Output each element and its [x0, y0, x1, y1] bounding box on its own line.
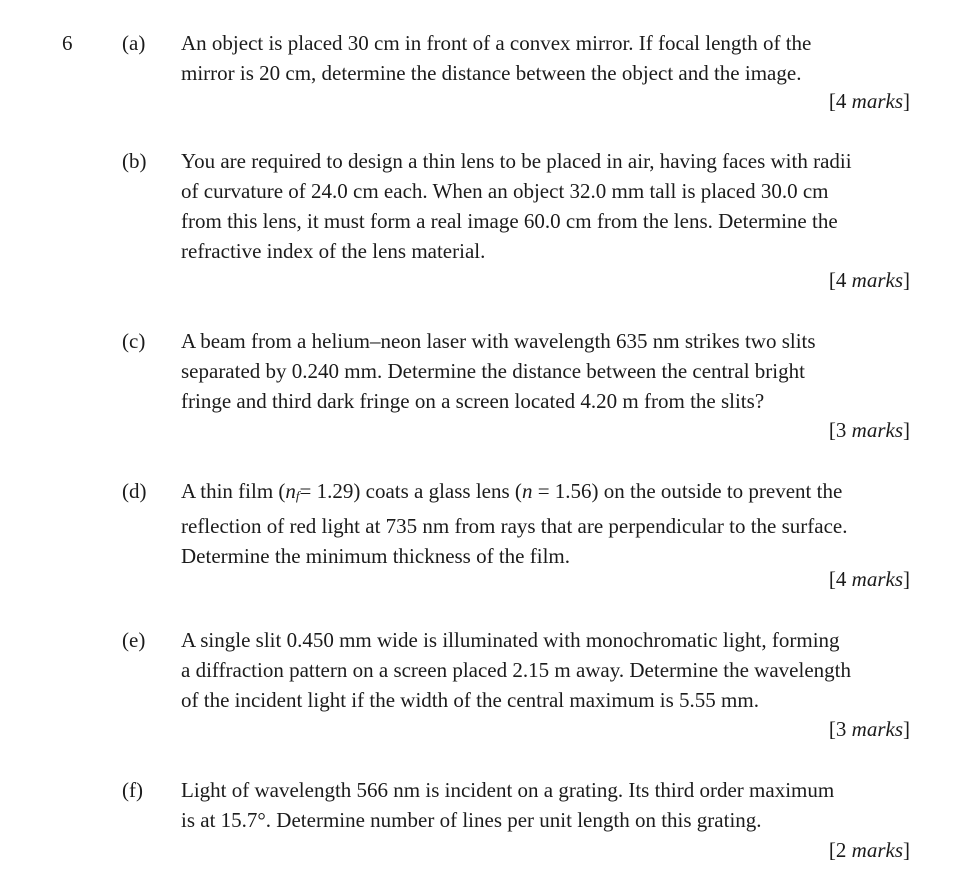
marks-open: [4: [828, 567, 852, 591]
text-line: of curvature of 24.0 cm each. When an object 32.0 mm tall is placed 30.0 cm: [181, 179, 829, 203]
text-line: separated by 0.240 mm. Determine the distance between the central bright: [181, 359, 805, 383]
marks-close: ]: [903, 89, 910, 113]
text-line: A single slit 0.450 mm wide is illuminated with monochromatic light, forming: [181, 628, 840, 652]
marks-word: marks: [851, 268, 903, 292]
text-line: An object is placed 30 cm in front of a convex mirror. If focal length of the: [181, 31, 812, 55]
marks-label: [829, 415, 910, 445]
marks-close: ]: [903, 567, 910, 591]
text-line: Light of wavelength 566 nm is incident on a grating. Its third order maximum: [181, 778, 835, 802]
part-text: [181, 146, 921, 266]
marks-close: ]: [903, 838, 910, 862]
line-segment: A thin film (: [181, 479, 286, 503]
text-line: You are required to design a thin lens to be placed in air, having faces with radii: [181, 149, 852, 173]
marks-open: [4: [828, 89, 852, 113]
part-text: [181, 326, 921, 416]
text-line: refractive index of the lens material.: [181, 239, 486, 263]
part-text: [181, 625, 921, 715]
line-segment: = 1.29) coats a glass lens (: [299, 479, 522, 503]
text-line: reflection of red light at 735 nm from rays that are perpendicular to the surface.: [181, 514, 848, 538]
part-text: [181, 28, 921, 88]
marks-word: marks: [851, 567, 903, 591]
text-line: mirror is 20 cm, determine the distance between the object and the image.: [181, 61, 802, 85]
text-line: from this lens, it must form a real image 60.0 cm from the lens. Determine the: [181, 209, 838, 233]
text-line: a diffraction pattern on a screen placed 2.15 m away. Determine the wavelength: [181, 658, 851, 682]
marks-label: [829, 86, 910, 116]
marks-label: [829, 835, 910, 865]
marks-label: [829, 564, 910, 594]
marks-word: marks: [851, 89, 903, 113]
part-text: [181, 775, 921, 835]
part-label: (b): [122, 149, 147, 173]
lens-index-symbol: n: [521, 479, 533, 503]
line-segment: = 1.56) on the outside to prevent the: [532, 479, 843, 503]
marks-close: ]: [903, 717, 910, 741]
part-label: (f): [122, 778, 143, 802]
film-index-subscript: f: [295, 488, 300, 503]
marks-word: marks: [851, 418, 903, 442]
part-label: (e): [122, 628, 146, 652]
film-index-symbol: n: [285, 479, 296, 503]
text-line: is at 15.7°. Determine number of lines per unit length on this grating.: [181, 808, 762, 832]
text-line: Determine the minimum thickness of the film.: [181, 544, 571, 568]
marks-word: marks: [851, 838, 903, 862]
marks-close: ]: [903, 418, 910, 442]
part-text: [181, 476, 921, 571]
question-number: 6: [62, 31, 73, 55]
text-line: of the incident light if the width of the central maximum is 5.55 mm.: [181, 688, 759, 712]
marks-label: [829, 265, 910, 295]
marks-open: [2: [828, 838, 852, 862]
marks-label: [829, 714, 910, 744]
marks-open: [4: [828, 268, 852, 292]
text-line: fringe and third dark fringe on a screen located 4.20 m from the slits?: [181, 389, 765, 413]
part-label: (a): [122, 31, 146, 55]
text-line: A beam from a helium–neon laser with wavelength 635 nm strikes two slits: [181, 329, 816, 353]
part-label: (d): [122, 479, 147, 503]
marks-word: marks: [851, 717, 903, 741]
part-label: (c): [122, 329, 146, 353]
text-line: [181, 476, 921, 511]
marks-open: [3: [828, 418, 852, 442]
marks-close: ]: [903, 268, 910, 292]
marks-open: [3: [828, 717, 852, 741]
